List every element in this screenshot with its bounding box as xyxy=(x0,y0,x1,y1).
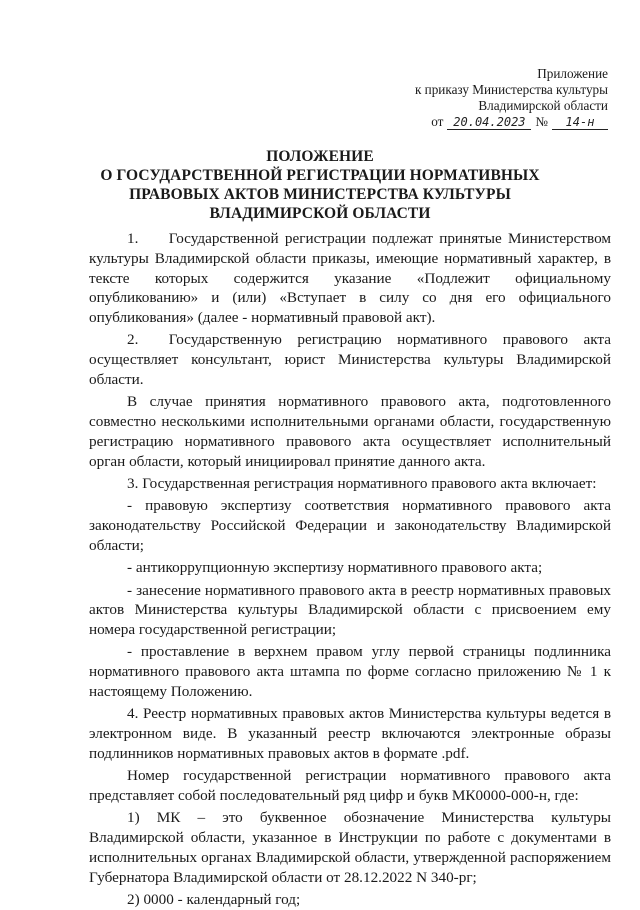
appendix-header xyxy=(415,66,608,130)
appendix-order-ref: к приказу Министерства культуры xyxy=(414,82,608,97)
paragraph-12: 2) 0000 - календарный год; xyxy=(127,891,301,908)
title-line-3: ПРАВОВЫХ АКТОВ МИНИСТЕРСТВА КУЛЬТУРЫ xyxy=(129,186,511,203)
handwritten-number: 14-н xyxy=(552,115,608,130)
paragraph-5: - правовую экспертизу соответствия нормативного правового акта законодательству Российской Федерации и законодательству Владимирской области; xyxy=(89,497,611,554)
paragraph-3: В случае принятия нормативного правового акта, подготовленного совместно несколькими исполнительными органами области, государственную регистрацию нормативного правового акта осуществляет исполнительный орган области, который инициировал принятие данного акта. xyxy=(89,393,611,470)
paragraph-4: 3. Государственная регистрация нормативного правового акта включает: xyxy=(127,475,597,493)
paragraph-9: 4. Реестр нормативных правовых актов Министерства культуры ведется в электронном виде. В указанный реестр включаются электронные образы подлинников нормативных правовых актов в формате .pdf. xyxy=(89,705,611,762)
document-body xyxy=(89,229,611,910)
title-line-1: ПОЛОЖЕНИЕ xyxy=(266,148,374,165)
paragraph-11: 1) МК – это буквенное обозначение Министерства культуры Владимирской области, указанное в Инструкции по работе с документами в исполнительных органах Владимирской области, утвержденной распоряжением Губернатора Владимирской области от 28.12.2022 N 340-рг; xyxy=(89,809,611,886)
paragraph-10: Номер государственной регистрации нормативного правового акта представляет собой последовательный ряд цифр и букв МК0000-000-н, где: xyxy=(89,767,611,805)
paragraph-1: 1. Государственной регистрации подлежат принятые Министерством культуры Владимирской области приказы, имеющие нормативный характер, в тексте которых содержится указание «Подлежит официальному опубликованию» и (или) «Вступает в силу со дня его официального опубликования» (далее - нормативный правовой акт). xyxy=(89,230,611,327)
number-prefix: № xyxy=(535,114,548,129)
title-line-4: ВЛАДИМИРСКОЙ ОБЛАСТИ xyxy=(209,205,431,222)
document-title xyxy=(0,147,640,223)
handwritten-date: 20.04.2023 xyxy=(447,115,531,130)
paragraph-2: 2. Государственную регистрацию нормативного правового акта осуществляет консультант, юрист Министерства культуры Владимирской области. xyxy=(89,331,611,389)
paragraph-6: - антикоррупционную экспертизу нормативного правового акта; xyxy=(127,559,543,577)
date-prefix: от xyxy=(431,114,444,129)
appendix-label: Приложение xyxy=(537,66,608,81)
appendix-date-line xyxy=(415,114,608,130)
title-line-2: О ГОСУДАРСТВЕННОЙ РЕГИСТРАЦИИ НОРМАТИВНЫХ xyxy=(100,167,540,184)
paragraph-7: - занесение нормативного правового акта в реестр нормативных правовых актов Министерства культуры Владимирской области с присвоением ему номера государственной регистрации; xyxy=(89,581,611,639)
paragraph-8: - проставление в верхнем правом углу первой страницы подлинника нормативного правового акта штампа по форме согласно приложению № 1 к настоящему Положению. xyxy=(89,643,611,701)
appendix-region: Владимирской области xyxy=(478,98,608,113)
